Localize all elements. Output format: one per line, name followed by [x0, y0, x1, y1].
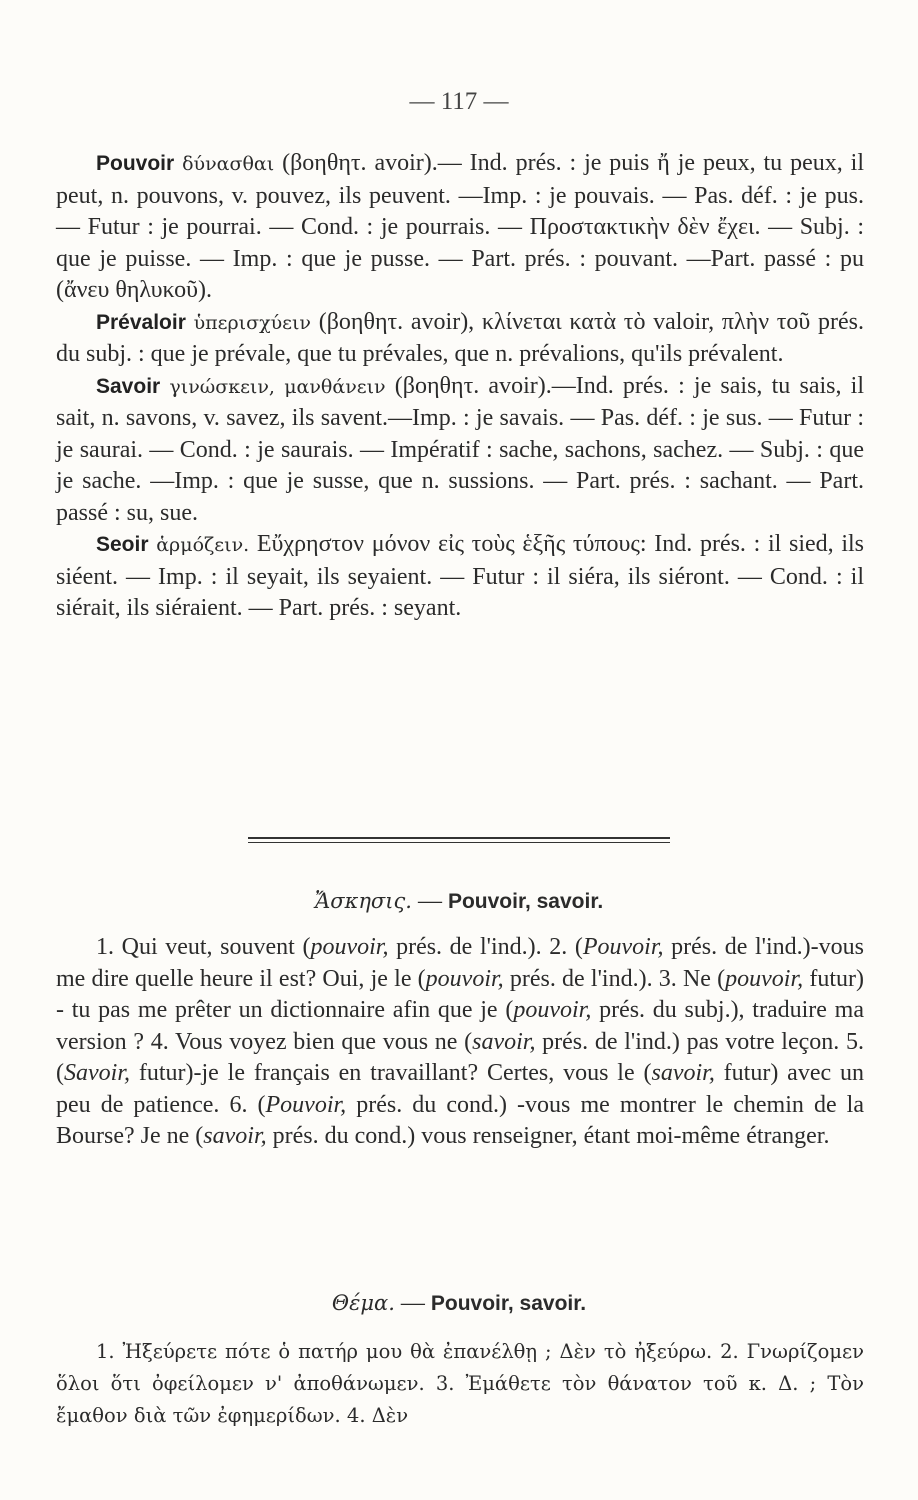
verb-greek: δύνασθαι — [182, 153, 275, 175]
exercise-verb-hint: Pouvoir, — [265, 1091, 347, 1118]
exercise-verb-hint: savoir, — [651, 1060, 715, 1086]
verb-greek: γινώσκειν, μανθάνειν — [169, 375, 386, 398]
verb-greek: ἁρμόζειν. — [156, 534, 250, 556]
verb-entry-pouvoir — [56, 148, 864, 307]
exercise-segment: futur)-je le français en travaillant? Certes, vous le ( — [130, 1060, 652, 1086]
exercise-segment: prés. de l'ind.). 2. ( — [388, 934, 583, 960]
exercise-verb-hint: Savoir, — [64, 1060, 130, 1086]
exercise-segment: prés. de l'ind.)-vous me dire quelle heure il est? Oui, je le ( — [56, 934, 864, 992]
verb-text: Εὔχρηστον μόνον εἰς τοὺς ἑξῆς τύπους: Ind. prés. : il sied, ils siéent. — Imp. : il seyait, ils seyaient. — Futur : il siéra, ils siéront. — Cond. : il siérait, ils siéraient. — Part. prés. : seyant. — [56, 531, 864, 621]
exercise-text — [56, 932, 864, 1153]
page-number: — 117 — — [409, 88, 509, 115]
exercise-verb-hint: Pouvoir, — [582, 934, 664, 960]
exercise-title: Pouvoir, savoir. — [447, 890, 604, 913]
exercise-verb-hint: savoir, — [472, 1028, 536, 1055]
verb-text: (βοηθητ. avoir).—Ind. prés. : je sais, tu sais, il sait, n. savons, v. savez, ils savent.—Imp. : je savais. — Pas. déf. : je sus. — Futur : je saurai. — Cond. : je saurais. — Impératif : sache, sachons, sachez. — Subj. : que je sache. —Imp. : que je susse, que n. sussions. — Part. prés. : sachant. — Part. passé : su, sue. — [56, 372, 864, 526]
exercise-verb-hint: pouvoir, — [725, 965, 804, 992]
exercise-body — [56, 932, 864, 1153]
verb-text: (βοηθητ. avoir), κλίνεται κατὰ τὸ valoir, πλὴν τοῦ prés. du subj. : que je prévale, que tu prévales, que n. prévalions, qu'ils prévalent. — [56, 308, 864, 367]
verb-entries — [56, 148, 864, 625]
exercise-segment: prés. du cond.) -vous me montrer le chemin de la Bourse? Je ne ( — [56, 1091, 864, 1149]
exercise-verb-hint: pouvoir, — [310, 934, 389, 960]
exercise-segment: futur) - tu pas me prêter un dictionnaire afin que je ( — [56, 965, 865, 1023]
separator-rule — [248, 837, 670, 839]
exercise-segment: prés. du subj.), traduire ma version ? 4. Vous voyez bien que vous ne ( — [56, 997, 865, 1055]
exercise-verb-hint: pouvoir, — [513, 997, 592, 1023]
theme-title: Pouvoir, savoir. — [430, 1292, 587, 1315]
separator-rule-thin — [248, 842, 670, 843]
exercise-label: Ἄσκησις. — [314, 889, 412, 913]
verb-entry-prevaloir — [56, 307, 864, 371]
verb-head: Savoir — [96, 374, 161, 398]
verb-head: Seoir — [96, 533, 149, 556]
exercise-segment: prés. de l'ind.). 3. Ne ( — [503, 965, 726, 992]
verb-greek: ὑπερισχύειν — [193, 311, 311, 334]
verb-entry-seoir — [56, 529, 864, 625]
theme-heading — [0, 1290, 918, 1317]
verb-head: Prévaloir — [96, 310, 186, 334]
exercise-verb-hint: savoir, — [203, 1123, 267, 1149]
verb-entry-savoir — [56, 371, 864, 530]
verb-text: (βοηθητ. avoir).— Ind. prés. : je puis ἤ je peux, tu peux, il peut, n. pouvons, v. pouvez, ils peuvent. —Imp. : je pouvais. — Pas. déf. : je pus. — Futur : je pourrai. — Cond. : je pourrais. — Προστακτικὴν δὲν ἔχει. — Subj. : que je puisse. — Imp. : que je pusse. — Part. prés. : pouvant. —Part. passé : pu (ἄνευ θηλυκοῦ). — [56, 150, 865, 303]
theme-label: Θέμα. — [331, 1291, 395, 1315]
theme-text: 1. Ἠξεύρετε πότε ὁ πατήρ μου θὰ ἐπανέλθῃ ; Δὲν τὸ ἠξεύρω. 2. Γνωρίζομεν ὅλοι ὅτι ὀφείλομεν ν' ἀποθάνωμεν. 3. Ἐμάθετε τὸν θάνατον τοῦ κ. Δ. ; Τὸν ἔμαθον διὰ τῶν ἐφημερίδων. 4. Δὲν — [56, 1340, 864, 1427]
verb-head: Pouvoir — [96, 152, 175, 175]
exercise-segment: futur) avec un peu de patience. 6. ( — [56, 1060, 864, 1118]
exercise-verb-hint: pouvoir, — [425, 965, 504, 992]
exercise-heading — [0, 888, 918, 915]
dash: — — [417, 888, 442, 914]
dash: — — [400, 1290, 425, 1316]
exercise-segment: prés. du cond.) vous renseigner, étant moi-même étranger. — [266, 1123, 830, 1149]
exercise-segment: 1. Qui veut, souvent ( — [96, 934, 311, 960]
theme-body — [56, 1336, 864, 1432]
exercise-segment: prés. de l'ind.) pas votre leçon. 5. ( — [56, 1028, 864, 1086]
